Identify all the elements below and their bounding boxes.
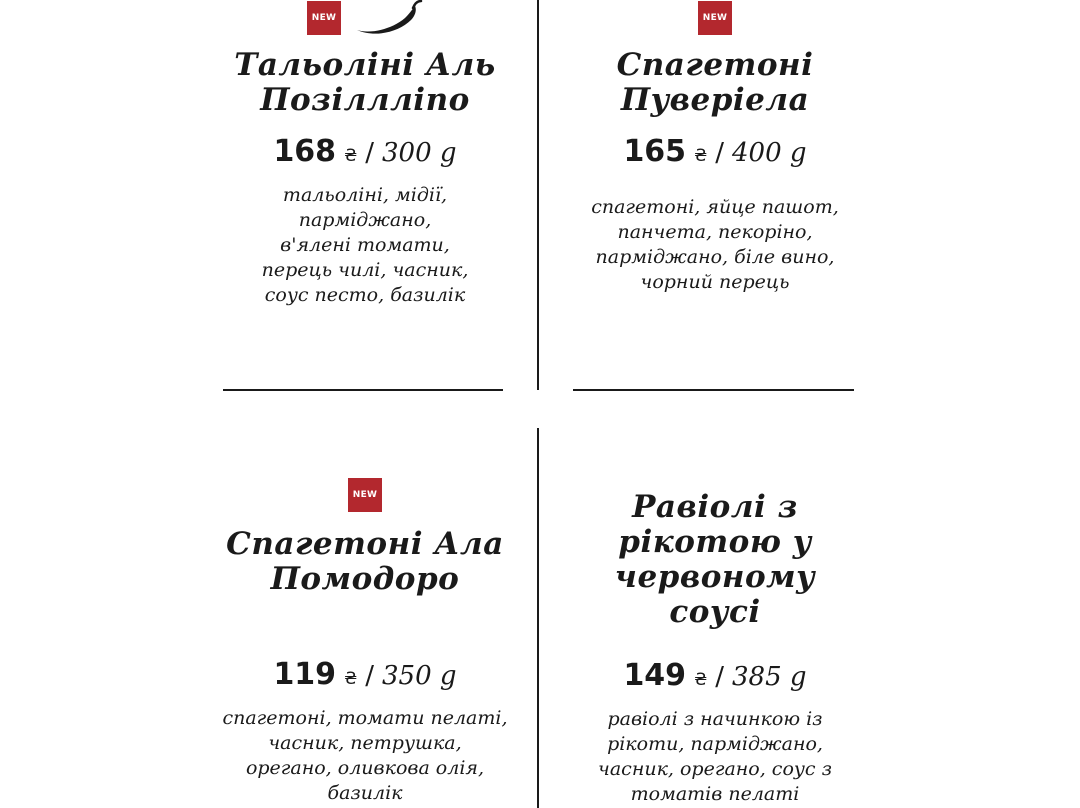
dish-title: Равіолі з рікотою у червоному соусі xyxy=(614,489,816,630)
price-separator: / xyxy=(365,661,374,691)
price-separator: / xyxy=(715,662,724,692)
price: 119 xyxy=(273,657,337,692)
chili-pepper-icon xyxy=(355,0,423,36)
new-badge: NEW xyxy=(348,478,382,512)
dish-title: Спагетоні Ала Помодоро xyxy=(226,526,504,597)
vertical-divider-bottom xyxy=(537,428,539,808)
currency-sign: ₴ xyxy=(344,669,358,689)
price-line xyxy=(210,657,520,692)
dish-card-spaghettoni-puveriela xyxy=(560,0,870,295)
price-separator: / xyxy=(715,138,724,168)
dish-card-tagliolini xyxy=(210,0,520,308)
dish-description: спагетоні, яйце пашот, панчета, пекоріно, парміджано, біле вино, чорний перець xyxy=(591,196,839,293)
dish-description: тальоліні, мідії, парміджано, в'ялені томати, перець чилі, часник, соус песто, базилік xyxy=(261,184,469,306)
currency-sign: ₴ xyxy=(344,146,358,166)
horizontal-divider-right xyxy=(573,389,854,391)
weight: 385 g xyxy=(732,662,807,692)
dish-description: спагетоні, томати пелаті, часник, петрушка, орегано, оливкова олія, базилік xyxy=(222,707,508,804)
dish-card-spaghettoni-pomodoro xyxy=(210,477,520,806)
dish-title: Спагетоні Пуверіела xyxy=(616,47,814,118)
weight: 400 g xyxy=(732,138,807,168)
weight: 350 g xyxy=(382,661,457,691)
currency-sign: ₴ xyxy=(694,146,708,166)
currency-sign: ₴ xyxy=(694,670,708,690)
dish-title: Тальоліні Аль Позіллліпо xyxy=(234,47,496,118)
price-separator: / xyxy=(365,138,374,168)
new-badge: NEW xyxy=(698,1,732,35)
horizontal-divider-left xyxy=(223,389,503,391)
price: 149 xyxy=(623,658,687,693)
vertical-divider-top xyxy=(537,0,539,390)
new-badge: NEW xyxy=(307,1,341,35)
price-line xyxy=(560,134,870,169)
dish-description: равіолі з начинкою із рікоти, парміджано, часник, орегано, соус з томатів пелаті xyxy=(598,708,832,805)
price-line xyxy=(210,134,520,169)
price: 168 xyxy=(273,134,337,169)
dish-card-ravioli xyxy=(560,490,870,807)
price: 165 xyxy=(623,134,687,169)
price-line xyxy=(560,658,870,693)
weight: 300 g xyxy=(382,138,457,168)
